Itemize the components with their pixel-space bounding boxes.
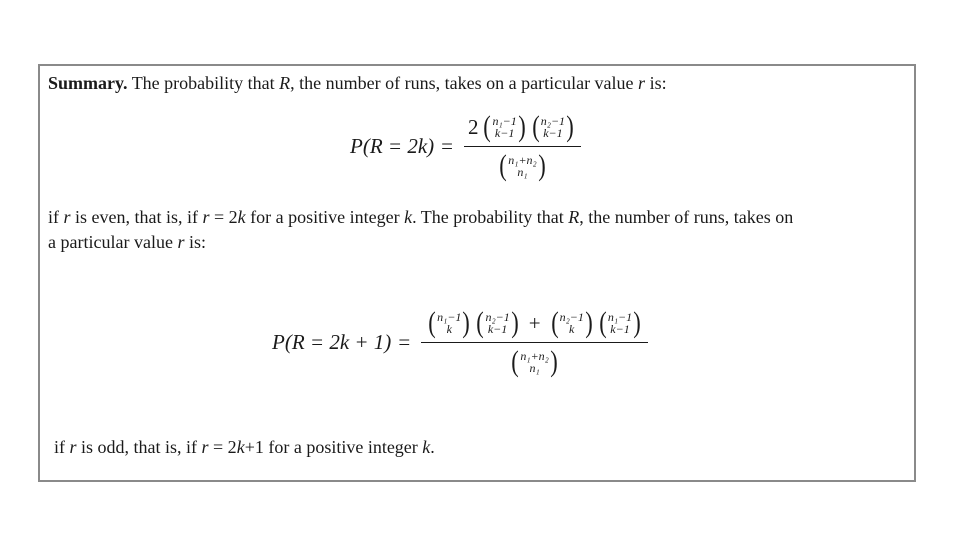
summary-intro: Summary. The probability that R, the number of runs, takes on a particular value r is: bbox=[48, 73, 667, 93]
formula-even-denominator bbox=[492, 147, 552, 181]
formula-odd: P(R = 2k + 1) = ( n₁−1 k ) ( n₂−1 k−1 ) + ( n₂−1 k ) ( n₁−1 k−1 ) ( n₁+n₂ n₁ ) bbox=[272, 308, 648, 377]
formula-even: P(R = 2k) = 2 ( n₁−1 k−1 ) ( n₂−1 k−1 ) ( n₁+n₂ n₁ ) bbox=[350, 112, 581, 181]
formula-odd-denominator bbox=[504, 343, 564, 377]
summary-label: Summary. bbox=[48, 73, 128, 93]
formula-even-lhs: P(R = 2k) bbox=[350, 134, 435, 158]
binomial: ( n₁+n₂ n₁ ) bbox=[511, 345, 558, 378]
binomial: ( n₁−1 k ) bbox=[428, 306, 471, 339]
binomial: ( n₂−1 k ) bbox=[550, 306, 593, 339]
formula-even-fraction bbox=[464, 112, 581, 181]
binomial: ( n₁−1 k−1 ) bbox=[483, 110, 526, 143]
formula-odd-lhs: P(R = 2k + 1) bbox=[272, 330, 392, 354]
binomial: ( n₁−1 k−1 ) bbox=[599, 306, 641, 339]
even-condition-line1: if r is even, that is, if r = 2k for a positive integer k. The probability that R, the number of runs, takes on bbox=[48, 207, 794, 227]
formula-odd-fraction bbox=[421, 308, 648, 377]
binomial: ( n₂−1 k−1 ) bbox=[476, 306, 519, 339]
even-condition-line2: a particular value r is: bbox=[48, 232, 206, 252]
formula-odd-numerator: ( n₁−1 k ) ( n₂−1 k−1 ) + ( n₂−1 k ) ( n₁−1 k−1 ) bbox=[428, 306, 641, 339]
binomial: ( n₂−1 k−1 ) bbox=[532, 110, 574, 143]
formula-even-numerator: 2 ( n₁−1 k−1 ) ( n₂−1 k−1 ) bbox=[467, 110, 574, 143]
odd-condition-line: if r is odd, that is, if r = 2k+1 for a positive integer k. bbox=[54, 437, 435, 457]
binomial: ( n₁+n₂ n₁ ) bbox=[499, 149, 546, 182]
